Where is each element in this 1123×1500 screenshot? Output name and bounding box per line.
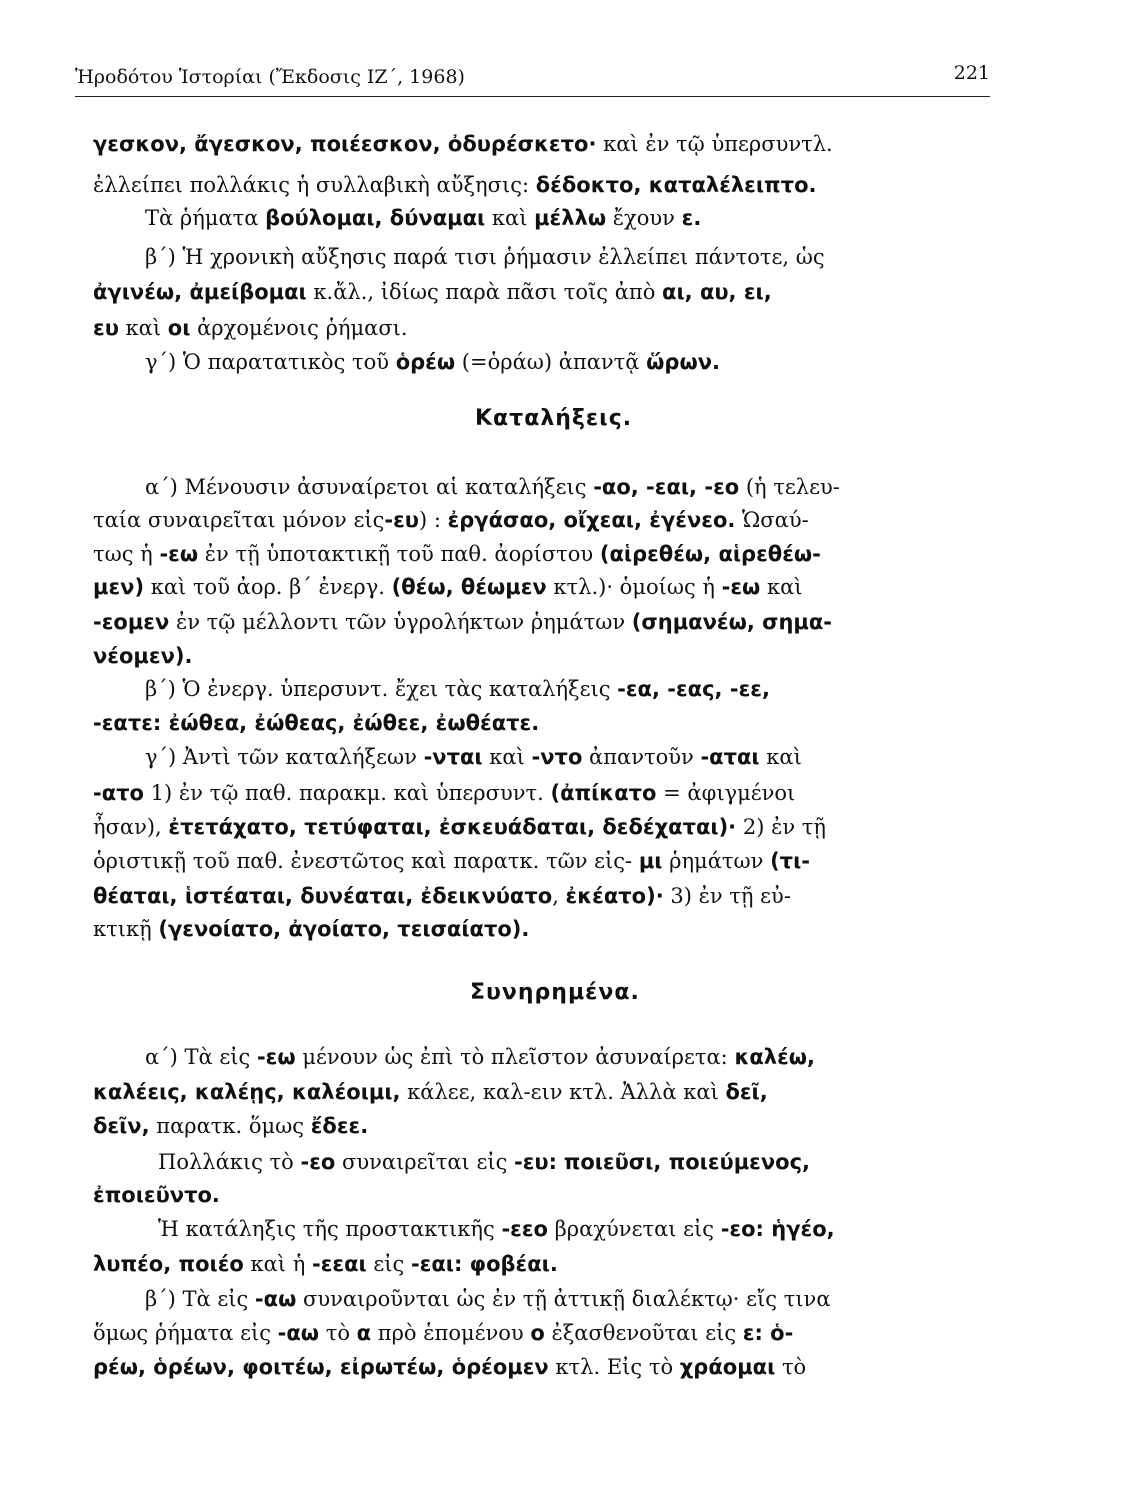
text-line: λυπέο, ποιέο καὶ ἡ -εεαι εἰς -εαι: φοβέαι. <box>93 1252 558 1276</box>
text-line: ἐποιεῦντο. <box>93 1183 220 1207</box>
text-line: ἦσαν), ἐτετάχατο, τετύφαται, ἐσκευάδαται, δεδέχαται)· 2) ἐν τῇ <box>93 815 826 839</box>
text-line: -εομεν ἐν τῷ μέλλοντι τῶν ὑγρολήκτων ῥημάτων (σημανέω, σημα- <box>93 610 833 634</box>
text-line: γεσκον, ἄγεσκον, ποιέεσκον, ὀδυρέσκετο· καὶ ἐν τῷ ὑπερσυντλ. <box>93 132 833 156</box>
section-heading-contracted: Συνηρημένα. <box>470 980 640 1005</box>
text-line: β΄) Ὁ ἐνεργ. ὑπερσυντ. ἔχει τὰς καταλήξεις -εα, -εας, -εε, <box>145 677 770 701</box>
text-line: τως ἡ -εω ἐν τῇ ὑποτακτικῇ τοῦ παθ. ἀορίστου (αἱρεθέω, αἱρεθέω- <box>93 542 821 566</box>
text-line: μεν) καὶ τοῦ ἀορ. β΄ ἐνεργ. (θέω, θέωμεν κτλ.)· ὁμοίως ἡ -εω καὶ <box>93 575 803 599</box>
text-line: α΄) Τὰ εἰς -εω μένουν ὡς ἐπὶ τὸ πλεῖστον ἀσυναίρετα: καλέω, <box>145 1045 815 1069</box>
text-line: ευ καὶ οι ἀρχομένοις ῥήμασι. <box>93 316 408 340</box>
text-line: ὁριστικῇ τοῦ παθ. ἐνεστῶτος καὶ παρατκ. τῶν εἰς- μι ῥημάτων (τι- <box>93 849 810 873</box>
text-line: καλέεις, καλέῃς, καλέοιμι, κάλεε, καλ-ειν κτλ. Ἀλλὰ καὶ δεῖ, <box>93 1080 768 1104</box>
text-line: ὅμως ῥήματα εἰς -αω τὸ α πρὸ ἑπομένου ο ἐξασθενοῦται εἰς ε: ὁ- <box>93 1321 794 1345</box>
text-line: ρέω, ὁρέων, φοιτέω, εἰρωτέω, ὁρέομεν κτλ. Εἰς τὸ χράομαι τὸ <box>93 1355 807 1379</box>
text-line: -ατο 1) ἐν τῷ παθ. παρακμ. καὶ ὑπερσυντ. (ἀπίκατο = ἀφιγμένοι <box>93 781 796 805</box>
text-line: δεῖν, παρατκ. ὅμως ἔδεε. <box>93 1114 369 1138</box>
text-line: α΄) Μένουσιν ἀσυναίρετοι αἱ καταλήξεις -αο, -εαι, -εο (ἡ τελευ- <box>145 475 840 499</box>
text-line: ἀγινέω, ἀμείβομαι κ.ἄλ., ἰδίως παρὰ πᾶσι τοῖς ἀπὸ αι, αυ, ει, <box>93 280 772 304</box>
text-line: ἐλλείπει πολλάκις ἡ συλλαβικὴ αὔξησις: δέδοκτο, καταλέλειπτο. <box>93 173 817 197</box>
text-line: θέαται, ἱστέαται, δυνέαται, ἐδεικνύατο, ἐκέατο)· 3) ἐν τῇ εὐ- <box>93 884 791 908</box>
text-line: γ΄) Ἀντὶ τῶν καταλήξεων -νται καὶ -ντο ἀπαντοῦν -αται καὶ <box>145 745 802 769</box>
text-line: γ΄) Ὁ παρατατικὸς τοῦ ὁρέω (=ὁράω) ἀπαντᾷ ὥρων. <box>145 350 720 374</box>
text-line: Τὰ ῥήματα βούλομαι, δύναμαι καὶ μέλλω ἔχουν ε. <box>145 206 702 230</box>
text-line: -εατε: ἐώθεα, ἐώθεας, ἐώθεε, ἐωθέατε. <box>93 711 540 735</box>
text-line: ταία συναιρεῖται μόνον εἰς-ευ) : ἐργάσαο, οἴχεαι, ἐγένεο. Ὡσαύ- <box>93 508 809 532</box>
section-heading-endings: Καταλήξεις. <box>475 406 633 431</box>
text-line: β΄) Ἡ χρονικὴ αὔξησις παρά τισι ῥήμασιν ἐλλείπει πάντοτε, ὡς <box>145 245 825 269</box>
text-line: β΄) Τὰ εἰς -αω συναιροῦνται ὡς ἐν τῇ ἀττικῇ διαλέκτῳ· εἴς τινα <box>145 1287 831 1311</box>
header-title: Ἡροδότου Ἱστορίαι (Ἔκδοσις ΙΖ΄, 1968) <box>75 66 465 88</box>
page-number: 221 <box>953 62 990 84</box>
text-line: νέομεν). <box>93 644 193 668</box>
text-line: κτικῇ (γενοίατο, ἀγοίατο, τεισαίατο). <box>93 917 530 941</box>
text-line: Πολλάκις τὸ -εο συναιρεῖται εἰς -ευ: ποιεῦσι, ποιεύμενος, <box>158 1150 811 1174</box>
running-header <box>75 62 990 97</box>
text-line: Ἡ κατάληξις τῆς προστακτικῆς -εεο βραχύνεται εἰς -εο: ἡγέο, <box>158 1217 835 1241</box>
